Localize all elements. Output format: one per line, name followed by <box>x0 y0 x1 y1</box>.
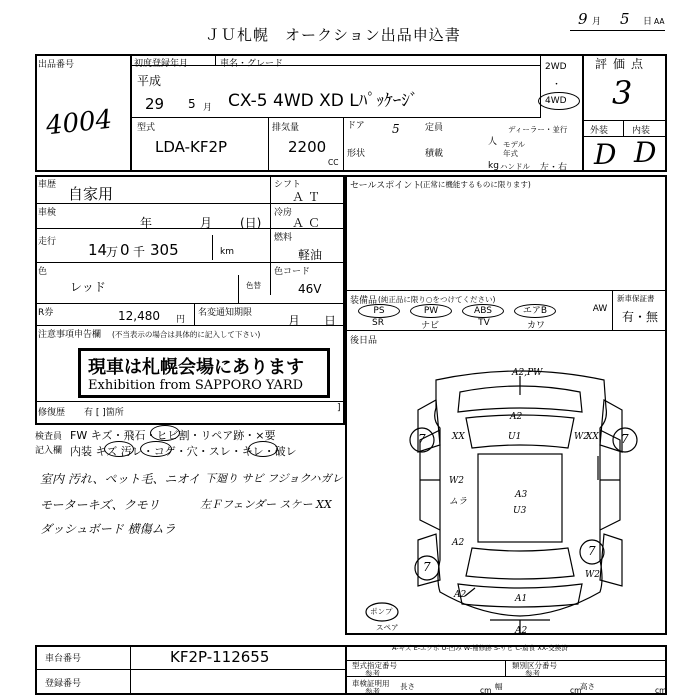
shift-label: シフト <box>274 180 302 190</box>
remark-line5: ダッシュボード 横傷ムラ <box>40 522 176 536</box>
dealer-label: ディーラー・並行 <box>508 125 568 134</box>
date-month-unit: 月 <box>592 17 602 27</box>
inspector-circle-kizu <box>104 441 134 457</box>
warranty-label: 新車保証書 <box>617 294 655 303</box>
cert-length: 長さ <box>400 682 415 691</box>
drive-4wd: 4WD <box>545 96 567 106</box>
warranty-value: 有・無 <box>622 310 659 324</box>
shape-label: 形状 <box>347 149 366 159</box>
equipment-item-3: エアB <box>514 304 556 318</box>
mileage-sen: 0 <box>120 241 130 259</box>
handle-value: 左・右 <box>540 163 568 173</box>
equipment-note: (純正品に限り○をつけてください) <box>378 295 496 304</box>
sales-point-label: セールスポイント <box>350 181 422 191</box>
diagram-mark-10: A1 <box>515 594 528 604</box>
registration-year: 29 <box>145 95 165 113</box>
class-num-label: 類別区分番号 <box>512 661 557 670</box>
type-label: 型式 <box>137 123 156 133</box>
cert-length-unit: cm <box>480 686 492 695</box>
lot-value: 4004 <box>44 104 114 142</box>
diagram-mark-13: 7 <box>418 432 426 446</box>
diagram-mark-3: W2 <box>574 432 589 442</box>
int-label: 内装 <box>632 126 651 136</box>
mileage-sen-unit: 千 <box>133 245 146 259</box>
regnum-label: 登録番号 <box>45 679 82 689</box>
equipment-item-row2-0: SR <box>372 318 384 328</box>
tax-month-unit: 月 <box>288 314 301 328</box>
inspector-label1: 検査員 <box>35 432 63 442</box>
drive-4wd-circle <box>538 92 580 110</box>
date-underline <box>570 30 665 31</box>
spare-mark: ポンプ <box>370 607 393 616</box>
diagram-mark-0: A2,PW <box>512 368 543 378</box>
model-year-label1: モデル <box>503 140 526 149</box>
ext-label: 外装 <box>590 126 609 136</box>
capacity-unit: 人 <box>488 137 498 147</box>
equipment-item-0: PS <box>358 304 400 318</box>
history-label: 車歴 <box>38 180 57 190</box>
date-suffix: AA <box>654 17 665 26</box>
registration-month: 5 <box>188 97 196 111</box>
equipment-item-1: PW <box>410 304 452 318</box>
diagram-mark-15: 7 <box>423 560 431 574</box>
cert-height-unit: cm <box>655 686 667 695</box>
ext-value: D <box>594 138 617 171</box>
cert-height: 高さ <box>580 682 595 691</box>
recycle-unit: 円 <box>176 315 186 325</box>
date-month: 9 <box>578 10 588 28</box>
mileage-unit: km <box>220 247 234 257</box>
load-unit: kg <box>488 161 499 171</box>
inspector-circle-sure <box>248 441 278 457</box>
diagram-mark-9: A2 <box>454 590 467 600</box>
diagram-mark-18: XX <box>586 432 599 442</box>
model-label: 車名・グレード <box>220 59 284 69</box>
damage-legend: A-キズ E-エクボ U-凹み W-補修跡 S-サビ C-腐食 XX-交換済 <box>392 644 568 652</box>
equipment-item-4: AW <box>592 304 608 314</box>
equipment-item-row2-2: TV <box>478 318 490 328</box>
sales-point-note: (正常に機能するものに限ります) <box>420 180 531 189</box>
capacity-label: 定員 <box>425 123 444 133</box>
type-value: LDA-KF2P <box>155 138 228 156</box>
mileage-man: 14 <box>88 241 108 259</box>
load-label: 積載 <box>425 149 444 159</box>
recycle-label: R券 <box>38 308 54 318</box>
doors-label: ドア <box>347 121 365 131</box>
mileage-rest: 305 <box>150 241 179 259</box>
notes-label: 注意事項申告欄 <box>38 330 102 340</box>
repair-label: 修復歴 <box>38 408 66 418</box>
date-day: 5 <box>620 10 630 28</box>
diagram-mark-4: A3 <box>515 490 528 500</box>
model-num-label: 型式指定番号 <box>352 661 397 670</box>
displacement-label: 排気量 <box>272 123 300 133</box>
tax-day-unit: 日 <box>324 314 337 328</box>
inspector-circle-yogore <box>140 441 172 457</box>
registration-month-unit: 月 <box>203 103 213 113</box>
diagram-mark-5: U3 <box>513 506 527 516</box>
grade-label: 評価点 <box>595 57 650 71</box>
doors-value: 5 <box>392 122 400 136</box>
cert-ref: 参考 <box>365 687 380 696</box>
chassis-value: KF2P-112655 <box>170 648 270 666</box>
diagram-mark-7: ムラ <box>449 497 468 507</box>
grade-value: 3 <box>612 74 633 112</box>
handle-label: ハンドル <box>500 162 530 171</box>
inspector-row2: 内装 キズ 汚レ・コゲ・穴・スレ・キレ・破レ <box>70 445 297 458</box>
diagram-mark-16: 7 <box>588 544 596 558</box>
registration-label: 初度登録年月 <box>134 59 189 69</box>
diagram-mark-17: XX <box>452 432 465 442</box>
inspection-day-unit: (日) <box>240 216 262 230</box>
repair-value: 有 [ ]箇所 <box>84 408 124 418</box>
color-value: レッド <box>70 280 106 294</box>
seat-label: 後日品 <box>350 336 378 346</box>
cert-label: 車検証明用 <box>352 679 390 688</box>
middle-right-block <box>345 175 667 635</box>
ac-label: 冷房 <box>274 208 293 218</box>
drive-2wd: 2WD <box>545 62 567 72</box>
color-code-label: 色コード <box>274 267 311 277</box>
equipment-item-row2-3: カワ <box>526 321 545 331</box>
stamp-line2: Exhibition from SAPPORO YARD <box>88 378 304 393</box>
remark-line2: 下廻り サビ フジョクハガレ <box>205 472 343 485</box>
drive-dot: ・ <box>552 80 562 90</box>
inspector-circle-stone <box>150 425 180 441</box>
spare-label: スペア <box>376 623 399 632</box>
history-value: 自家用 <box>68 185 114 203</box>
diagram-mark-14: 7 <box>621 432 629 446</box>
notes-note: (不当表示の場合は具体的に記入して下さい) <box>112 330 261 339</box>
fuel-value: 軽油 <box>298 248 323 262</box>
repair-bracket-end: ] <box>337 403 341 413</box>
form-title: ＪＵ札幌 オークション出品申込書 <box>205 26 461 44</box>
mileage-man-unit: 万 <box>106 245 119 259</box>
fuel-label: 燃料 <box>274 233 293 243</box>
inspection-label: 車検 <box>38 208 57 218</box>
cert-width-unit: cm <box>570 686 582 695</box>
inspection-year-unit: 年 <box>140 216 153 230</box>
inspection-month-unit: 月 <box>200 216 213 230</box>
color-no-label: 色替 <box>246 281 261 290</box>
equipment-label: 装備品 <box>350 296 378 306</box>
color-code-value: 46V <box>298 282 322 296</box>
lot-label: 出品番号 <box>38 60 75 70</box>
model-year-label2: 年式 <box>503 149 518 158</box>
displacement-unit: CC <box>328 158 339 167</box>
diagram-mark-11: A2 <box>515 626 528 636</box>
inspector-label2: 記入欄 <box>35 446 63 456</box>
class-num-ref: 参考 <box>525 669 540 678</box>
stamp-line1: 現車は札幌会場にあります <box>88 357 304 378</box>
equipment-item-row2-1: ナビ <box>420 321 439 331</box>
model-num-ref: 参考 <box>365 669 380 678</box>
recycle-value: 12,480 <box>118 309 160 323</box>
diagram-mark-6: W2 <box>449 476 464 486</box>
mileage-label: 走行 <box>38 237 57 247</box>
shift-value: ＡＴ <box>292 190 325 204</box>
int-value: D <box>634 136 657 169</box>
model-value: CX-5 4WD XD Lﾊﾟｯｹｰｼﾞ <box>228 91 419 111</box>
diagram-mark-1: A2 <box>510 412 523 422</box>
registration-era: 平成 <box>137 74 162 88</box>
chassis-label: 車台番号 <box>45 654 82 664</box>
equipment-item-2: ABS <box>462 304 504 318</box>
diagram-mark-8: A2 <box>452 538 465 548</box>
displacement-value: 2200 <box>288 138 327 156</box>
remark-line4: 左Ｆフェンダー スケー XX <box>200 498 332 511</box>
remark-line3: モーターキズ、クモリ <box>40 498 160 512</box>
tax-label: 名変通知期限 <box>198 308 253 318</box>
color-label: 色 <box>38 267 48 277</box>
cert-width: 幅 <box>495 682 503 691</box>
ac-value: ＡＣ <box>292 216 325 230</box>
diagram-mark-2: U1 <box>508 432 522 442</box>
remark-line1: 室内 汚れ、ペット毛、ニオイ <box>40 472 200 486</box>
date-day-unit: 日 <box>643 17 653 27</box>
diagram-mark-12: W2 <box>585 570 600 580</box>
inspector-row1: FW キズ・飛石・ヒビ割・リペア跡・×要 <box>70 429 276 442</box>
